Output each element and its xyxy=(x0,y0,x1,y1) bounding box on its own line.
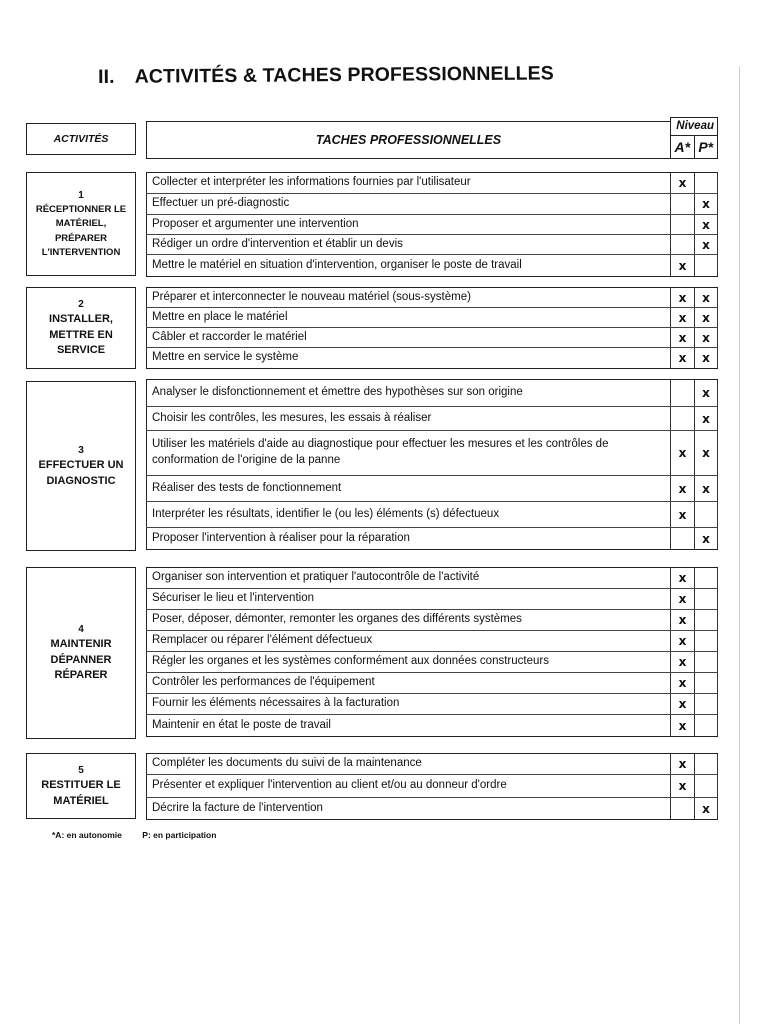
niveau-label: Niveau xyxy=(671,118,717,136)
task-list xyxy=(146,753,718,820)
activity-label: EFFECTUER UN DIAGNOSTIC xyxy=(38,458,124,487)
level-p-mark: x xyxy=(694,476,718,501)
level-a-mark: x xyxy=(670,673,694,693)
activity-number: 4 xyxy=(78,623,84,635)
task-text: Câbler et raccorder le matériel xyxy=(146,328,670,347)
level-p-mark xyxy=(694,589,718,609)
level-a-mark: x xyxy=(670,255,694,276)
task-row xyxy=(146,589,718,610)
task-text: Poser, déposer, démonter, remonter les organes des différents systèmes xyxy=(146,610,670,630)
task-text: Réaliser des tests de fonctionnement xyxy=(146,476,670,501)
task-row xyxy=(146,431,718,476)
task-text: Décrire la facture de l'intervention xyxy=(146,798,670,819)
activity-number: 2 xyxy=(78,298,84,310)
level-a-mark: x xyxy=(670,589,694,609)
level-p-mark xyxy=(694,631,718,651)
task-row xyxy=(146,673,718,694)
task-text: Contrôler les performances de l'équipement xyxy=(146,673,670,693)
level-a-mark: x xyxy=(670,775,694,797)
task-row xyxy=(146,631,718,652)
level-a-mark: x xyxy=(670,328,694,347)
level-p-mark: x xyxy=(694,380,718,406)
footnote-p: P: en participation xyxy=(142,830,217,840)
task-row xyxy=(146,476,718,502)
level-p-mark xyxy=(694,775,718,797)
task-row xyxy=(146,568,718,589)
task-row xyxy=(146,255,718,276)
task-text: Compléter les documents du suivi de la maintenance xyxy=(146,754,670,774)
task-row xyxy=(146,694,718,715)
level-p-mark: x xyxy=(694,798,718,819)
level-a-mark xyxy=(670,407,694,430)
task-row xyxy=(146,235,718,255)
activity-number: 5 xyxy=(78,764,84,776)
task-row xyxy=(146,328,718,348)
activity-label: MAINTENIR DÉPANNER RÉPARER xyxy=(50,637,112,682)
task-row xyxy=(146,528,718,549)
level-p-mark: x xyxy=(694,528,718,549)
level-a-mark: x xyxy=(670,652,694,672)
task-text: Mettre en place le matériel xyxy=(146,308,670,327)
level-a-mark: x xyxy=(670,173,694,193)
activities-header: ACTIVITÉS xyxy=(26,123,136,155)
level-a-mark: x xyxy=(670,288,694,307)
task-row xyxy=(146,502,718,528)
level-a-mark xyxy=(670,194,694,214)
task-text: Mettre en service le système xyxy=(146,348,670,368)
level-a-mark xyxy=(670,380,694,406)
activity-label: INSTALLER, METTRE EN SERVICE xyxy=(49,312,113,357)
task-text: Maintenir en état le poste de travail xyxy=(146,715,670,736)
activity-label: RESTITUER LE MATÉRIEL xyxy=(41,778,121,807)
task-row xyxy=(146,173,718,194)
task-row xyxy=(146,610,718,631)
level-p-mark: x xyxy=(694,431,718,475)
title-number: II. xyxy=(98,65,115,88)
level-p-mark xyxy=(694,754,718,774)
task-text: Organiser son intervention et pratiquer l'autocontrôle de l'activité xyxy=(146,568,670,588)
task-row xyxy=(146,215,718,235)
activity-label: RÉCEPTIONNER LE MATÉRIEL, PRÉPARER L'INTERVENTION xyxy=(35,204,127,258)
task-list xyxy=(146,172,718,277)
task-row xyxy=(146,348,718,368)
task-list xyxy=(146,287,718,369)
tasks-header: TACHES PROFESSIONNELLES xyxy=(146,121,671,159)
task-text: Collecter et interpréter les informations fournies par l'utilisateur xyxy=(146,173,670,193)
level-p-mark xyxy=(694,673,718,693)
level-a-mark xyxy=(670,798,694,819)
level-a-mark: x xyxy=(670,348,694,368)
page-title xyxy=(98,62,554,89)
level-p-mark xyxy=(694,652,718,672)
activity-number: 1 xyxy=(78,190,84,201)
col-p-header: P* xyxy=(698,139,714,155)
activity-box xyxy=(26,172,136,276)
task-row xyxy=(146,194,718,215)
level-a-mark: x xyxy=(670,694,694,714)
task-text: Analyser le disfonctionnement et émettre des hypothèses sur son origine xyxy=(146,380,670,406)
task-row xyxy=(146,380,718,407)
task-text: Fournir les éléments nécessaires à la facturation xyxy=(146,694,670,714)
level-p-mark: x xyxy=(694,215,718,234)
task-text: Proposer l'intervention à réaliser pour la réparation xyxy=(146,528,670,549)
level-a-mark: x xyxy=(670,568,694,588)
activity-box xyxy=(26,287,136,369)
level-a-mark: x xyxy=(670,715,694,736)
task-text: Sécuriser le lieu et l'intervention xyxy=(146,589,670,609)
task-text: Effectuer un pré-diagnostic xyxy=(146,194,670,214)
activity-box xyxy=(26,753,136,819)
task-row xyxy=(146,308,718,328)
activity-box xyxy=(26,381,136,551)
level-p-mark: x xyxy=(694,348,718,368)
activity-number: 3 xyxy=(78,444,84,456)
niveau-header xyxy=(670,117,718,159)
task-row xyxy=(146,715,718,736)
level-a-mark xyxy=(670,528,694,549)
task-text: Régler les organes et les systèmes conformément aux données constructeurs xyxy=(146,652,670,672)
task-row xyxy=(146,407,718,431)
task-row xyxy=(146,775,718,798)
task-text: Rédiger un ordre d'intervention et établir un devis xyxy=(146,235,670,254)
task-text: Remplacer ou réparer l'élément défectueux xyxy=(146,631,670,651)
level-p-mark xyxy=(694,610,718,630)
task-text: Mettre le matériel en situation d'intervention, organiser le poste de travail xyxy=(146,255,670,276)
footnote-a: *A: en autonomie xyxy=(52,830,122,840)
level-p-mark xyxy=(694,568,718,588)
level-p-mark: x xyxy=(694,308,718,327)
level-p-mark xyxy=(694,715,718,736)
task-text: Choisir les contrôles, les mesures, les essais à réaliser xyxy=(146,407,670,430)
level-p-mark: x xyxy=(694,194,718,214)
title-text: ACTIVITÉS & TACHES PROFESSIONNELLES xyxy=(134,62,554,88)
level-a-mark: x xyxy=(670,431,694,475)
level-p-mark xyxy=(694,694,718,714)
level-p-mark xyxy=(694,502,718,527)
activity-box xyxy=(26,567,136,739)
task-text: Présenter et expliquer l'intervention au client et/ou au donneur d'ordre xyxy=(146,775,670,797)
level-p-mark: x xyxy=(694,328,718,347)
footnote xyxy=(52,830,234,840)
task-row xyxy=(146,652,718,673)
task-list xyxy=(146,567,718,737)
level-a-mark xyxy=(670,215,694,234)
task-text: Interpréter les résultats, identifier le (ou les) éléments (s) défectueux xyxy=(146,502,670,527)
task-list xyxy=(146,379,718,550)
level-p-mark: x xyxy=(694,235,718,254)
level-a-mark: x xyxy=(670,610,694,630)
task-text: Préparer et interconnecter le nouveau matériel (sous-système) xyxy=(146,288,670,307)
page-edge-line xyxy=(739,66,740,1024)
level-a-mark: x xyxy=(670,308,694,327)
level-a-mark: x xyxy=(670,476,694,501)
level-a-mark: x xyxy=(670,754,694,774)
level-p-mark: x xyxy=(694,407,718,430)
level-a-mark: x xyxy=(670,631,694,651)
task-row xyxy=(146,798,718,819)
task-text: Proposer et argumenter une intervention xyxy=(146,215,670,234)
level-a-mark: x xyxy=(670,502,694,527)
col-a-header: A* xyxy=(671,136,695,158)
level-p-mark xyxy=(694,255,718,276)
level-p-mark xyxy=(694,173,718,193)
level-a-mark xyxy=(670,235,694,254)
task-row xyxy=(146,754,718,775)
task-row xyxy=(146,288,718,308)
level-p-mark: x xyxy=(694,288,718,307)
task-text: Utiliser les matériels d'aide au diagnostique pour effectuer les mesures et les contrôles de conformation de l'origine de la panne xyxy=(146,431,670,475)
